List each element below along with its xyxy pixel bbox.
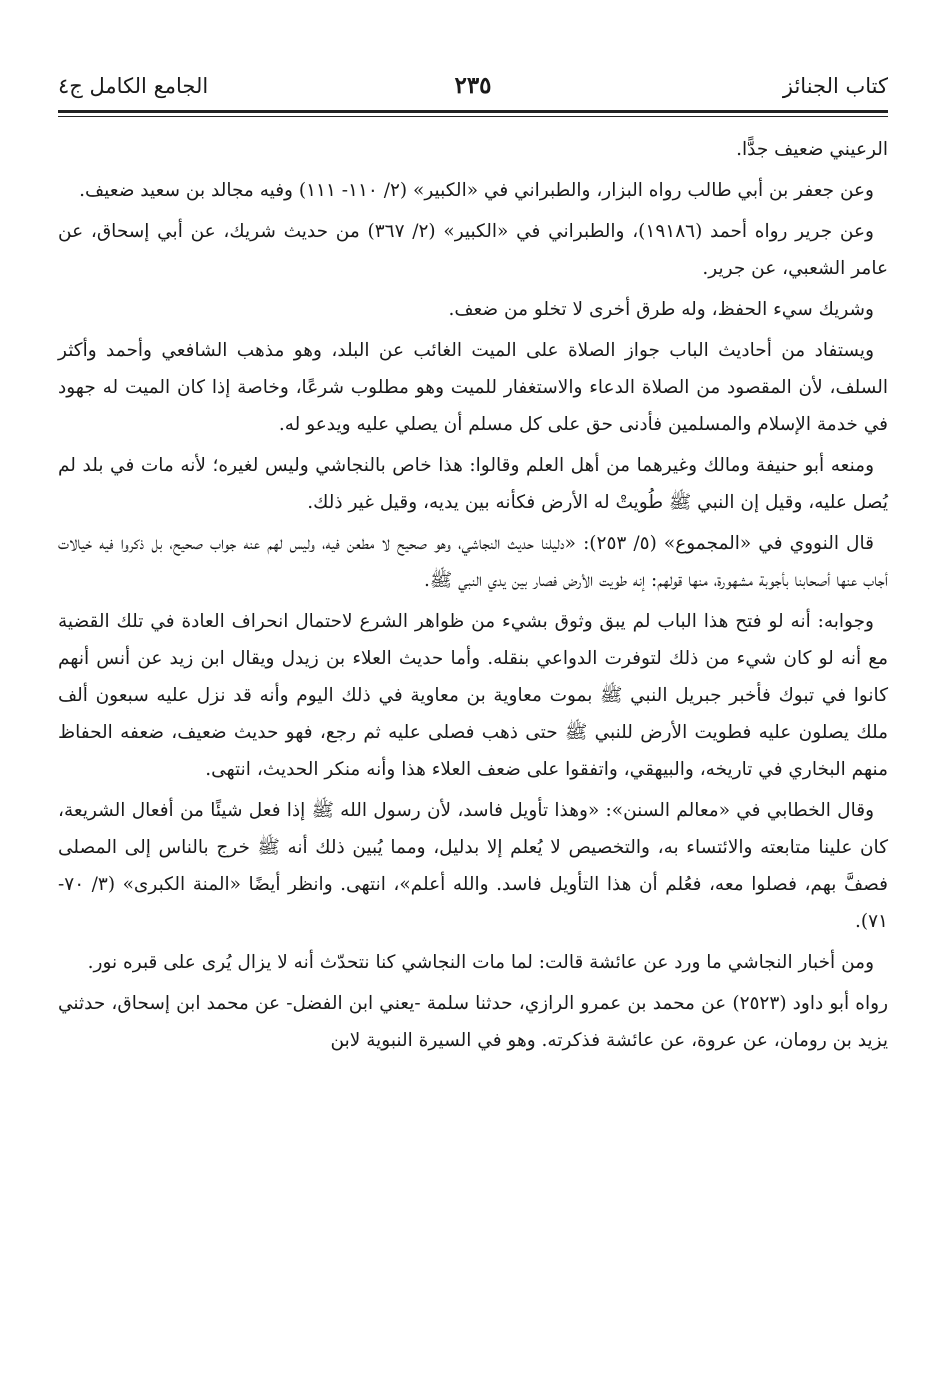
- paragraph: وشريك سيء الحفظ، وله طرق أخرى لا تخلو من ضعف.: [448, 299, 874, 320]
- paragraph: الرعيني ضعيف جدًّا.: [736, 139, 888, 160]
- header-rule-thick: [58, 110, 888, 113]
- page-header: [58, 66, 888, 110]
- document-page: [58, 66, 888, 1366]
- paragraph: وجوابه: أنه لو فتح هذا الباب لم يبق وثوق بشيء من ظواهر الشرع لاحتمال انحراف العادة في تلك القضية مع أنه لو كان شيء من ذلك لتوفرت الدواعي بنقله. وأما حديث العلاء بن زيدل ويقال ابن زيد عن أنس أنهم كانوا في تبوك فأخبر جبريل النبي ﷺ بموت معاوية بن معاوية في ذلك اليوم وأنه قد نزل عليه سبعون ألف ملك يصلون عليه فطويت الأرض للنبي ﷺ حتى ذهب فصلى عليه ثم رجع، فهو حديث ضعيف، ضعفه الحفاظ منهم البخاري في تاريخه، والبيهقي، واتفقوا على ضعف العلاء هذا وأنه منكر الحديث، انتهى.: [58, 611, 888, 780]
- paragraph: قال النووي في «المجموع» (٥/ ٢٥٣): «دليلنا حديث النجاشي، وهو صحيح لا مطعن فيه، وليس لهم عنه جواب صحيح، بل ذكروا فيه خيالات أجاب عنها أصحابنا بأجوبة مشهورة، منها قولهم: إنه طويت الأرض فصار بين يدي النبي ﷺ.: [58, 533, 888, 591]
- book-title: الجامع الكامل ج٤: [58, 74, 209, 98]
- paragraph: وقال الخطابي في «معالم السنن»: «وهذا تأويل فاسد، لأن رسول الله ﷺ إذا فعل شيئًا من أفعال الشريعة، كان علينا متابعته والائتساء به، والتخصيص لا يُعلم إلا بدليل، ومما يُبين ذلك أنه ﷺ خرج بالناس إلى المصلى فصفَّ بهم، فصلوا معه، فعُلم أن هذا التأويل فاسد. والله أعلم»، انتهى. وانظر أيضًا «المنة الكبرى» (٣/ ٧٠- ٧١).: [58, 800, 888, 932]
- paragraph: ومن أخبار النجاشي ما ورد عن عائشة قالت: لما مات النجاشي كنا نتحدّث أنه لا يزال يُرى على قبره نور.: [87, 952, 874, 973]
- paragraph: وعن جرير رواه أحمد (١٩١٨٦)، والطبراني في «الكبير» (٢/ ٣٦٧) من حديث شريك، عن أبي إسحاق، عن عامر الشعبي، عن جرير.: [58, 221, 888, 279]
- chapter-title: كتاب الجنائز: [782, 74, 888, 98]
- header-rule-thin: [58, 116, 888, 117]
- page-number: ٢٣٥: [454, 72, 492, 99]
- body-text: [58, 131, 888, 1059]
- paragraph: ويستفاد من أحاديث الباب جواز الصلاة على الميت الغائب عن البلد، وهو مذهب الشافعي وأحمد وأكثر السلف، لأن المقصود من الصلاة الدعاء والاستغفار للميت وهو مطلوب شرعًا، وخاصة إذا كان الميت له جهود في خدمة الإسلام والمسلمين فأدنى حق على كل مسلم أن يصلي عليه ويدعو له.: [58, 340, 888, 435]
- paragraph: ومنعه أبو حنيفة ومالك وغيرهما من أهل العلم وقالوا: هذا خاص بالنجاشي وليس لغيره؛ لأنه مات في بلد لم يُصل عليه، وقيل إن النبي ﷺ طُويتْ له الأرض فكأنه بين يديه، وقيل غير ذلك.: [58, 455, 888, 513]
- paragraph: وعن جعفر بن أبي طالب رواه البزار، والطبراني في «الكبير» (٢/ ١١٠- ١١١) وفيه مجالد بن سعيد ضعيف.: [79, 180, 874, 201]
- paragraph: رواه أبو داود (٢٥٢٣) عن محمد بن عمرو الرازي، حدثنا سلمة -يعني ابن الفضل- عن محمد ابن إسحاق، حدثني يزيد بن رومان، عن عروة، عن عائشة فذكرته. وهو في السيرة النبوية لابن: [58, 993, 888, 1051]
